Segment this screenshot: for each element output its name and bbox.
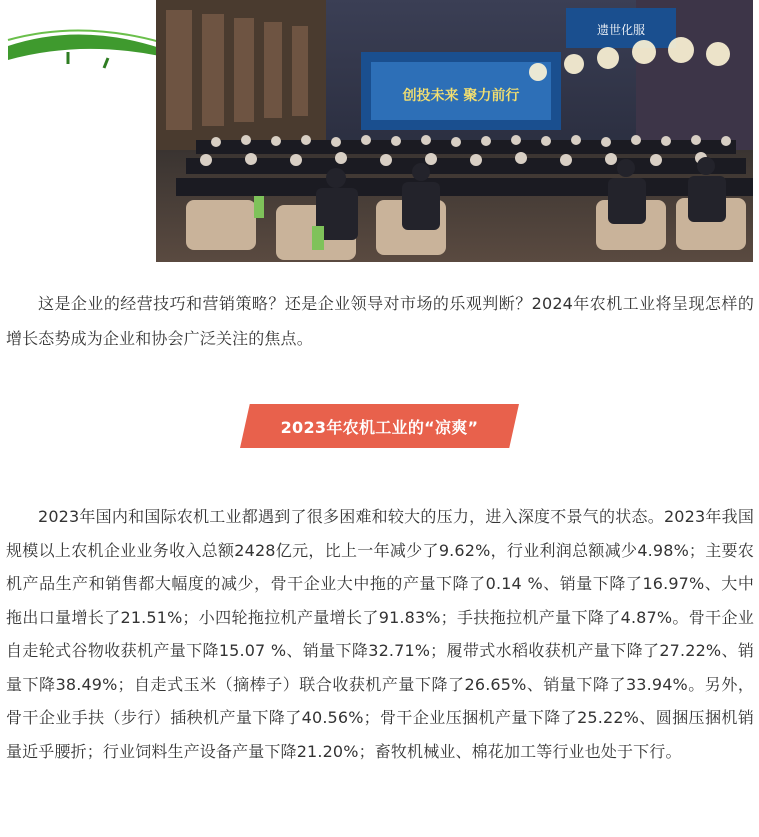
screen-side-logo: 遗世化服 bbox=[596, 23, 646, 37]
paragraph-2023-summary: 2023年国内和国际农机工业都遇到了很多困难和较大的压力，进入深度不景气的状态。2023年我国规模以上农机企业业务收入总额2428亿元，比上一年减少了9.62%，行业利润总额减少4.98%；主要农机产品生产和销售都大幅度的减少，骨干企业大中拖的产量下降了0.14 %、销量下降了16.97%、大中拖出口量增长了21.51%；小四轮拖拉机产量增长了91.83%；手扶拖拉机产量下降了4.87%。骨干企业自走轮式谷物收获机产量下降15.07 %、销量下降32.71%；履带式水稻收获机产量下降了27.22%、销量下降38.49%；自走式玉米（摘棒子）联合收获机产量下降了26.65%、销量下降了33.94%。另外，骨干企业手扶（步行）插秧机产量下降了40.56%；骨干企业压捆机产量下降了25.22%、圆捆压捆机销量近乎腰折；行业饲料生产设备产量下降21.20%；畜牧机械业、棉花加工等行业也处于下行。 bbox=[6, 507, 754, 761]
section-title: 2023年农机工业的“凉爽” bbox=[280, 417, 479, 437]
screen-banner-text: 创投未来 聚力前行 bbox=[402, 88, 520, 104]
decorative-green-curve bbox=[0, 0, 160, 80]
paragraph-intro: 这是企业的经营技巧和营销策略？还是企业领导对市场的乐观判断？2024年农机工业将呈现怎样的增长态势成为企业和协会广泛关注的焦点。 bbox=[6, 294, 754, 348]
conference-photo bbox=[156, 0, 753, 262]
section-banner bbox=[240, 404, 519, 448]
